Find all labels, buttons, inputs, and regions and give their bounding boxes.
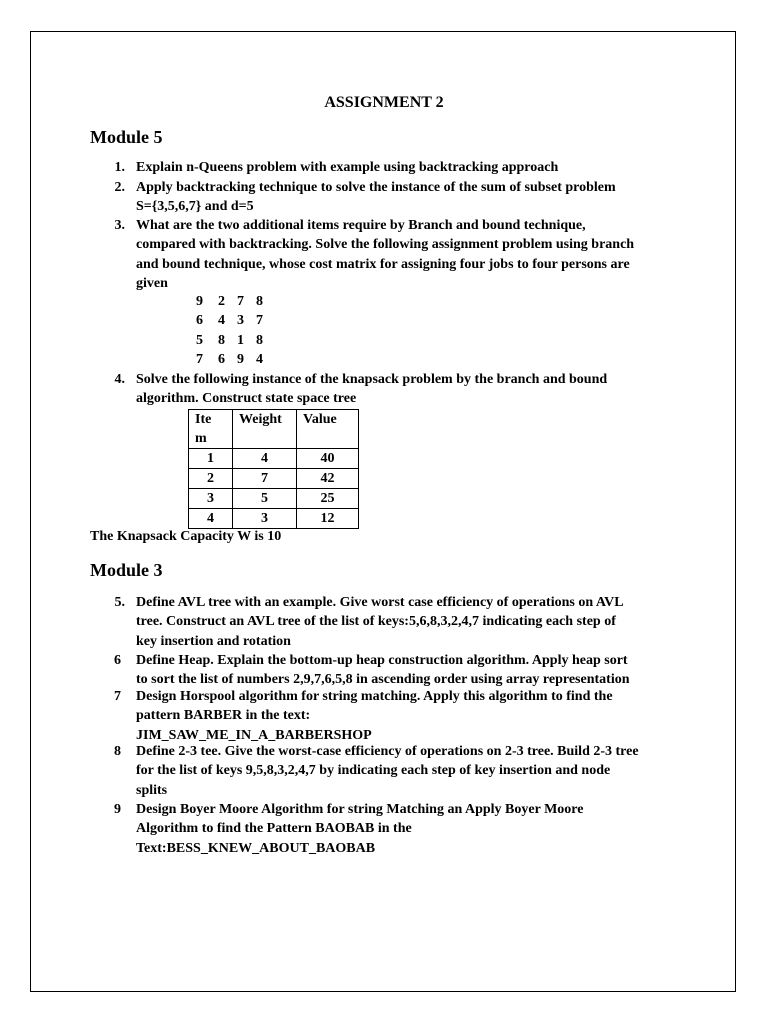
question-text: Explain n-Queens problem with example using backtracking approach: [136, 160, 559, 175]
table-cell: 25: [297, 489, 359, 509]
question-text: What are the two additional items require by Branch and bound technique, compared with backtracking. Solve the following assignment problem using branch and bound technique, whose cost matrix for assigning four jobs to four persons are given: [136, 218, 635, 292]
table-cell: 7: [233, 469, 297, 489]
question-number: 2.: [114, 180, 125, 195]
table-cell: 3: [189, 489, 233, 509]
matrix-cell: 8: [256, 332, 263, 348]
matrix-cell: 6: [196, 313, 203, 329]
question-number: 9: [114, 802, 121, 817]
question-text: Define 2-3 tee. Give the worst-case efficiency of operations on 2-3 tree. Build 2-3 tree for the list of keys 9,5,8,3,2,4,7 by indicating each step of key insertion and node splits: [136, 744, 639, 798]
table-cell: 4: [233, 449, 297, 469]
question-number: 1.: [114, 160, 125, 175]
column-header-item: Ite m: [189, 410, 233, 449]
question-text: Define Heap. Explain the bottom-up heap construction algorithm. Apply heap sort to sort the list of numbers 2,9,7,6,5,8 in ascending order using array representation: [136, 653, 630, 688]
table-cell: 12: [297, 509, 359, 529]
question-text: Define AVL tree with an example. Give worst case efficiency of operations on AVL tree. Construct an AVL tree of the list of keys:5,6,8,3,2,4,7 indicating each step of key insertion and rotation: [136, 595, 624, 649]
table-cell: 5: [233, 489, 297, 509]
question-number: 6: [114, 653, 121, 668]
matrix-cell: 8: [218, 332, 225, 348]
table-header-row: [189, 410, 359, 449]
matrix-cell: 9: [237, 352, 244, 368]
matrix-cell: 2: [218, 294, 225, 309]
table-row: [189, 469, 359, 489]
question-number: 4.: [114, 372, 125, 387]
table-cell: 2: [189, 469, 233, 489]
matrix-cell: 4: [256, 352, 263, 368]
knapsack-capacity: The Knapsack Capacity W is 10: [90, 529, 282, 544]
page-title: ASSIGNMENT 2: [324, 94, 444, 111]
question-text: Design Boyer Moore Algorithm for string Matching an Apply Boyer Moore Algorithm to find the Pattern BAOBAB in the Text:BESS_KNEW_ABOUT_BAOBAB: [136, 802, 584, 856]
matrix-cell: 7: [237, 294, 244, 309]
matrix-cell: 4: [218, 313, 225, 329]
question-text: Apply backtracking technique to solve the instance of the sum of subset problem S={3,5,6,7} and d=5: [136, 180, 616, 215]
matrix-cell: 6: [218, 352, 225, 368]
matrix-cell: 3: [237, 313, 244, 329]
table-row: [189, 489, 359, 509]
matrix-cell: 8: [256, 294, 263, 309]
matrix-cell: 7: [256, 313, 263, 329]
table-cell: 4: [189, 509, 233, 529]
module-3-heading: Module 3: [90, 560, 163, 580]
knapsack-table: [188, 409, 359, 529]
question-text: Solve the following instance of the knapsack problem by the branch and bound algorithm. Construct state space tree: [136, 372, 608, 407]
matrix-cell: 1: [237, 332, 244, 348]
table-row: [189, 509, 359, 529]
question-number: 7: [114, 689, 121, 704]
matrix-cell: 7: [196, 352, 203, 368]
table-row: [189, 449, 359, 469]
question-number: 5.: [114, 595, 125, 610]
column-header-weight: Weight: [233, 410, 297, 449]
column-header-value: Value: [297, 410, 359, 449]
question-number: 3.: [114, 218, 125, 233]
question-number: 8: [114, 744, 121, 759]
module-5-heading: Module 5: [90, 127, 163, 147]
table-cell: 42: [297, 469, 359, 489]
question-text: Design Horspool algorithm for string matching. Apply this algorithm to find the pattern BARBER in the text: JIM_SAW_ME_IN_A_BARBERSHOP: [136, 689, 613, 743]
matrix-cell: 9: [196, 294, 203, 309]
matrix-cell: 5: [196, 332, 203, 348]
table-cell: 40: [297, 449, 359, 469]
table-cell: 1: [189, 449, 233, 469]
table-cell: 3: [233, 509, 297, 529]
